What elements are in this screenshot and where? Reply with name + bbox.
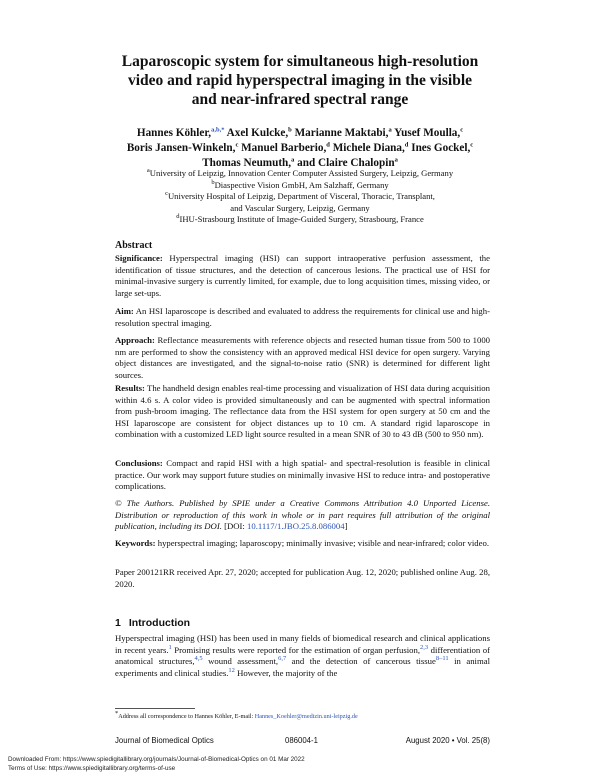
affiliation-sup: d [176,213,180,221]
author-sup: a [291,156,295,164]
conclusions-label: Conclusions: [115,458,163,468]
author-name[interactable]: Boris Jansen-Winkeln, [126,142,236,154]
section-number: 1 [115,617,121,629]
paper-title [60,52,540,109]
intro-text: in animal experiments and clinical studies. [115,656,490,678]
author-name[interactable]: Marianne Maktabi, [294,127,389,139]
citation-link[interactable]: 12 [228,666,235,674]
intro-text: and the detection of cancerous tissue [286,656,436,666]
results-text: The handheld design enables real-time processing and visualization of HSI data during acquisition within 4.6 s. A color video is provided simultaneously and can be augmented with spectral information from push-broom imaging. The reflectance data from the HSI system for open surgery at 50 cm and the HSI laparoscope are consistent for object distances up to 10 cm. A standard rigid laparoscope in combination with a customized LED light source resulted in a mean SNR of 30 to 43 dB (500 to 950 nm). [115,383,490,439]
author-sup[interactable]: a,b,* [211,126,225,134]
section-heading [115,617,190,629]
intro-text: Hyperspectral imaging (HSI) has been used in many fields of biomedical research and clinical applications in recent years. [115,633,490,655]
author-sup: c [470,141,474,149]
footnote-rule [115,708,195,709]
citation-link[interactable]: 8–11 [435,655,449,663]
author-name[interactable]: Ines Gockel, [411,142,471,154]
affiliation-sup: b [211,178,215,186]
significance-label: Significance: [115,253,163,263]
affiliation-line [60,180,540,192]
author-name[interactable]: Yusef Moulla, [394,127,461,139]
affiliation-line [60,191,540,203]
download-notice: Downloaded From: https://www.spiedigitallibrary.org/journals/Journal-of-Biomedical-Optics on 01 Mar 2022 [8,756,305,763]
author-sup: d [404,141,409,149]
aim-text: An HSI laparoscope is described and evaluated to address the requirements for clinical use and high-resolution spectral imaging. [115,306,490,328]
author-sup: a [388,126,392,134]
affiliation-sup: c [165,190,168,198]
affiliation-sup: a [146,167,150,175]
author-list [60,126,540,171]
approach-label: Approach: [115,335,155,345]
email-link[interactable]: Hannes_Koehler@medizin.uni-leipzig.de [254,713,358,720]
footnote-marker: * [115,709,119,717]
citation-link[interactable]: 6,7 [278,655,287,663]
affiliation-line [60,203,540,215]
intro-text: Promising results were reported for the estimation of organ perfusion, [171,644,421,655]
author-name[interactable]: Claire Chalopin [317,157,395,169]
results-label: Results: [115,383,145,393]
keywords-label: Keywords: [115,538,156,548]
affiliation-line [60,168,540,180]
affiliations [60,168,540,226]
title-line-3: and near-infrared spectral range [191,91,409,108]
license-notice [115,498,490,533]
affiliation-text: University Hospital of Leipzig, Department of Visceral, Thoracic, Transplant, [167,191,435,201]
author-sup: a [394,156,398,164]
title-line-1: Laparoscopic system for simultaneous high-resolution [121,53,479,70]
affiliation-text: IHU-Strasbourg Institute of Image-Guided Surgery, Strasbourg, France [179,214,424,224]
author-and: and [297,157,316,169]
keywords-text: hyperspectral imaging; laparoscopy; minimally invasive; visible and near-infrared; color video. [157,538,490,548]
issue-info: August 2020 • Vol. 25(8) [405,736,490,745]
abstract-significance [115,253,490,299]
doi-suffix: ] [344,521,348,531]
affiliation-text: Diaspective Vision GmbH, Am Salzhaff, Germany [214,179,389,190]
terms-notice: Terms of Use: https://www.spiedigitallibrary.org/terms-of-use [8,765,176,772]
citation-link[interactable]: 1 [168,643,172,651]
affiliation-text: University of Leipzig, Innovation Center Computer Assisted Surgery, Leipzig, Germany [149,168,454,178]
author-name[interactable]: Thomas Neumuth, [202,157,292,169]
section-title: Introduction [128,617,191,629]
significance-text: Hyperspectral imaging (HSI) can support intraoperative perfusion assessment, the identification of tissue structures, and the detection of cancerous lesions. The practical use of HSI for minimal-invasive surgery is currently limited, for example, due to long acquisition times, missing video, or large set-ups. [115,253,491,298]
approach-text: Reflectance measurements with reference objects and resected human tissue from 500 to 1000 nm are performed to show the consistency with an approved medical HSI device for open surgery. Varying object distances are investigated, and the signal-to-noise ratio (SNR) is determined for different light sources. [115,335,491,380]
abstract-aim [115,306,490,329]
affiliation-text: and Vascular Surgery, Leipzig, Germany [230,202,370,213]
abstract-approach [115,335,490,381]
abstract-heading: Abstract [115,240,153,251]
abstract-results [115,383,490,441]
affiliation-line [60,214,540,226]
aim-label: Aim: [115,306,134,316]
author-sup: b [288,126,292,134]
author-sup: c [460,126,464,134]
journal-name: Journal of Biomedical Optics [115,736,214,745]
footnote-text: Address all correspondence to Hannes Köhler, E-mail: [118,713,254,720]
license-text: © The Authors. Published by SPIE under a Creative Commons Attribution 4.0 Unported License. Distribution or reproduction of this work in whole or in part requires full attribution of the original publication, including its DOI. [115,498,490,531]
author-name[interactable]: Hannes Köhler, [136,127,212,139]
introduction-paragraph [115,633,490,679]
citation-link[interactable]: 2,3 [420,643,429,651]
intro-text: differentiation of anatomical structures, [115,644,490,666]
author-name[interactable]: Manuel Barberio, [241,142,327,154]
author-name[interactable]: Michele Diana, [332,142,405,154]
doi-link[interactable]: 10.1117/1.JBO.25.8.086004 [247,521,345,531]
doi-prefix: [DOI: [224,521,245,531]
article-number: 086004-1 [285,736,318,745]
author-name[interactable]: Axel Kulcke, [226,127,289,139]
author-sup: c [235,141,239,149]
citation-link[interactable]: 4,5 [194,655,203,663]
intro-text: However, the majority of the [234,667,338,678]
abstract-conclusions [115,458,490,493]
author-sup: d [326,141,330,149]
title-line-2: video and rapid hyperspectral imaging in the visible [127,72,473,89]
conclusions-text: Compact and rapid HSI with a high spatial- and spectral-resolution is feasible in clinical practice. Our work may support future studies on minimally invasive HSI to reduce intra- and postoperative complications. [115,458,491,491]
intro-text: wound assessment, [202,656,279,666]
correspondence-footnote [115,709,358,720]
paper-history: Paper 200121RR received Apr. 27, 2020; accepted for publication Aug. 12, 2020; published online Aug. 28, 2020. [115,567,490,589]
keywords [115,538,490,550]
